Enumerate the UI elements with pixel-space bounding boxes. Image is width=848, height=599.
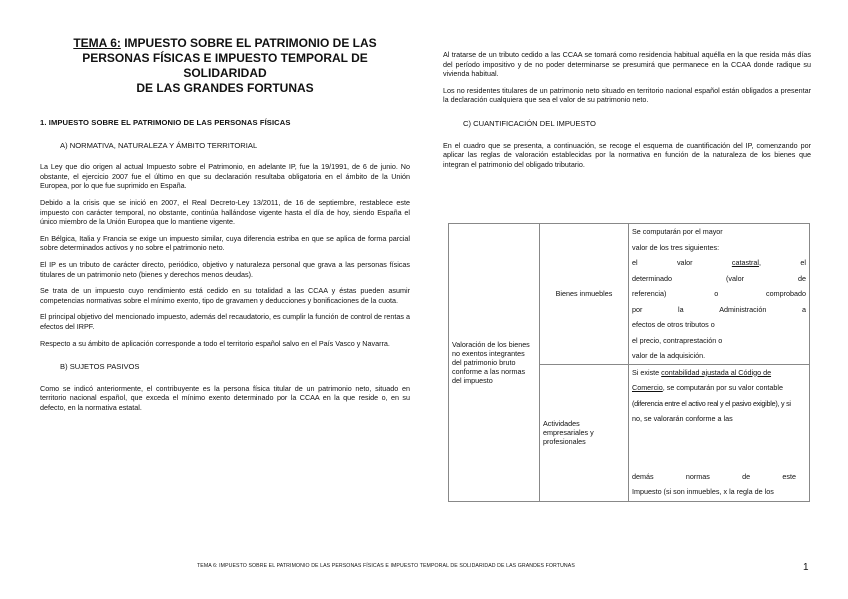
rule-text-underlined: contabilidad ajustada al Código de [661,367,772,377]
rule-word: valor [676,258,693,267]
rule-text: , se computarán por su valor contable [662,383,784,392]
valuation-table [448,223,810,502]
title-line-1: IMPUESTO SOBRE EL PATRIMONIO DE LAS [120,36,377,50]
rule-word: o [714,289,719,298]
paragraph-a-5: Se trata de un impuesto cuyo rendimiento está cedido en su totalidad a las CCAA y éstas pueden asumir competencias normativas sobre el mínimo exento, tipo de gravamen y deducciones y bonificaciones de la cuota. [40,286,410,305]
title-line-3: DE LAS GRANDES FORTUNAS [136,81,314,95]
rule-text-underlined: Comercio [632,383,663,392]
rule-line [632,271,806,287]
rule-word: el [632,258,638,267]
rule-word: demás [632,471,654,481]
rule-word: la [678,304,684,314]
rule-line: el precio, contraprestación o [632,335,723,345]
rule-word: este [782,471,796,481]
paragraph-quantification: En el cuadro que se presenta, a continuación, se recoge el esquema de cuantificación del IP, comenzando por aplicar las reglas de valoración establecidas por la normativa en función de la naturaleza de los bienes que integran el patrimonio del obligado tributario. [443,140,811,169]
rule-word-underlined: catastral [731,258,760,267]
section-heading-1: 1. IMPUESTO SOBRE EL PATRIMONIO DE LAS PERSONAS FÍSICAS [40,118,291,127]
paragraph-a-4: El IP es un tributo de carácter directo, periódico, objetivo y naturaleza personal que grava a las personas físicas titulares de un patrimonio neto (bienes y derechos menos deudas). [40,259,410,279]
rule-line: Se computarán por el mayor [632,227,723,236]
rule-word: (valor [725,273,744,283]
blank-space [632,427,806,469]
rule-line [632,302,806,318]
table-row [449,224,810,365]
rule-line: Impuesto (si son inmuebles, x la regla de los [632,487,774,496]
rule-word [732,255,761,271]
page-footer: TEMA 6: IMPUESTO SOBRE EL PATRIMONIO DE LAS PERSONAS FÍSICAS E IMPUESTO TEMPORAL DE SOLIDARIDAD DE LAS GRANDES FORTUNAS [197,563,575,569]
rule-word: determinado [632,273,672,283]
rule-word: de [742,471,751,481]
rule-word: normas [685,471,710,481]
rule-line [632,286,806,302]
rule-line: efectos de otros tributos o [632,320,715,329]
rule-line: valor de los tres siguientes: [632,242,720,252]
paragraph-residence: Al tratarse de un tributo cedido a las CCAA se tomará como residencia habitual aquélla en la que resida más días del período impositivo y de no poder determinarse se presumirá que permanece en la CCAA donde radique su vivienda habitual. [443,50,811,79]
real-estate-rule-cell [629,224,810,365]
valuation-label-cell: Valoración de los bienes no exentos integrantes del patrimonio bruto conforme a las normas del impuesto [449,224,540,502]
rule-word: Administración [719,304,767,314]
rule-word: de [797,273,806,283]
paragraph-a-2: Debido a la crisis que se inició en 2007, el Real Decreto-Ley 13/2011, de 16 de septiembre, restablece este impuesto con carácter temporal, no obstante, continúa hallándose vigente hasta el día de hoy, siendo España el único miembro de la Unión Europea que lo mantiene vigente. [40,197,410,227]
rule-comma: , [759,258,762,267]
rule-line [632,469,806,485]
page-number: 1 [803,562,809,573]
rule-text: Si existe [632,367,662,377]
rule-word: comprobado [766,289,806,298]
rule-line: (diferencia entre el activo real y el pasivo exigible), y si [632,398,791,408]
paragraph-a-7: Respecto a su ámbito de aplicación corresponde a todo el territorio español salvo en el País Vasco y Navarra. [40,338,390,348]
subheading-c: C) CUANTIFICACIÓN DEL IMPUESTO [463,118,596,128]
paragraph-a-3: En Bélgica, Italia y Francia se exige un impuesto similar, cuya diferencia estriba en que se aplica de forma parcial sobre determinados activos y no sobre el patrimonio neto. [40,233,410,253]
right-column [443,50,811,176]
paragraph-non-residents: Los no residentes titulares de un patrimonio neto situado en territorio nacional español están obligados a presentar la declaración cualquiera que sea el valor de su patrimonio neto. [443,85,811,105]
document-title [40,36,410,96]
rule-line [632,380,806,396]
paragraph-a-1: La Ley que dio origen al actual Impuesto sobre el Patrimonio, en adelante IP, fue la 19/1991, de 6 de junio. No obstante, el ejercicio 2007 fue el último en que su declaración resultaba obligatoria en el ámbito de la Unión Europea, por lo que fue suprimido en España. [40,162,410,191]
real-estate-label-cell: Bienes inmuebles [540,224,629,365]
rule-line [632,365,806,381]
title-topic-number: TEMA 6: [73,36,121,50]
rule-line [632,255,806,271]
paragraph-b-1: Como se indicó anteriormente, el contribuyente es la persona física titular de un patrimonio neto, situado en territorio nacional español, que exceda el mínimo exento determinado por la CCAA en la que reside o, en su defecto, en la normativa estatal. [40,383,410,412]
business-label-cell: Actividades empresariales y profesionales [540,364,629,501]
left-column [40,36,410,419]
rule-line: no, se valorarán conforme a las [632,414,733,423]
subheading-a: A) NORMATIVA, NATURALEZA Y ÁMBITO TERRITORIAL [60,140,258,150]
subheading-b: B) SUJETOS PASIVOS [60,362,140,372]
rule-word: referencia) [632,289,667,298]
rule-word: el [800,258,806,267]
title-line-2: PERSONAS FÍSICAS E IMPUESTO TEMPORAL DE SOLIDARIDAD [82,51,368,80]
rule-word: a [801,304,806,314]
business-rule-cell [629,364,810,501]
paragraph-a-6: El principal objetivo del mencionado impuesto, además del recaudatorio, es cumplir la función de control de rentas a efectos del IRPF. [40,312,410,331]
rule-line: valor de la adquisición. [632,351,706,360]
rule-word: por [632,304,643,314]
